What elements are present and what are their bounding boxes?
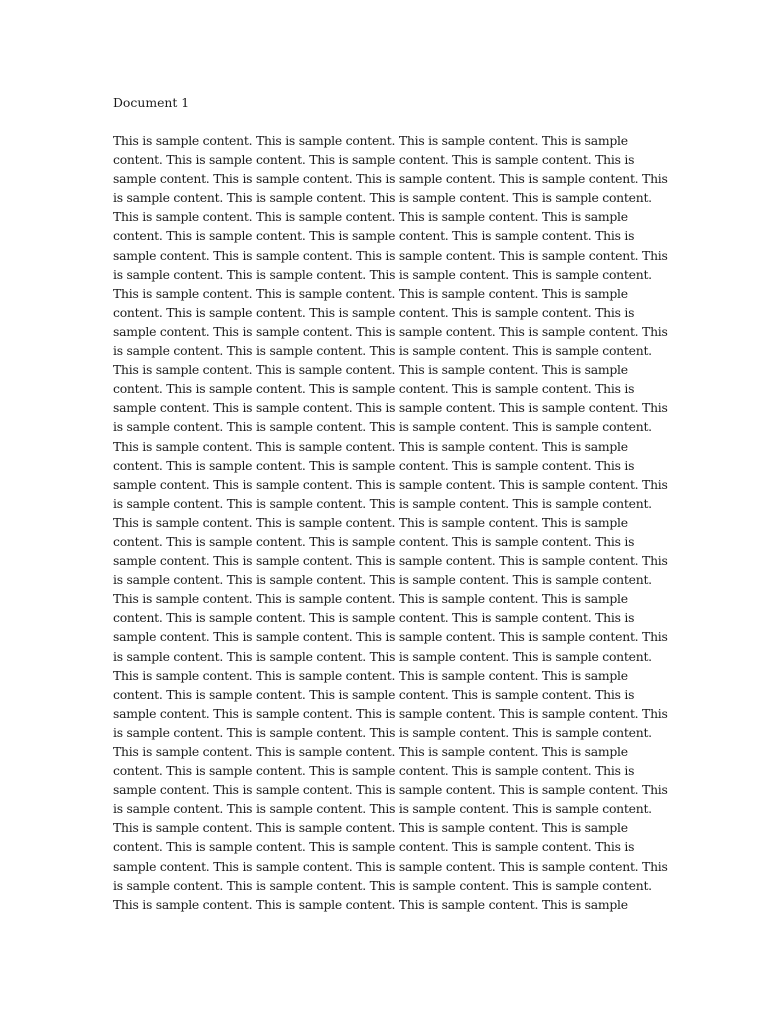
body-text-line: This is sample content. This is sample content. This is sample content. This is sample [113,820,628,836]
body-text-line: This is sample content. This is sample content. This is sample content. This is sample [113,667,628,683]
body-text-line: is sample content. This is sample content. This is sample content. This is sample content. [113,877,652,893]
body-text-line: sample content. This is sample content. This is sample content. This is sample content. This [113,858,668,874]
body-text-line: is sample content. This is sample content. This is sample content. This is sample content. [113,419,652,435]
body-text-line: sample content. This is sample content. This is sample content. This is sample content. This [113,553,668,569]
body-text-line: This is sample content. This is sample content. This is sample content. This is sample [113,896,628,912]
body-text-line: is sample content. This is sample content. This is sample content. This is sample content. [113,648,652,664]
body-text-line: content. This is sample content. This is sample content. This is sample content. This is [113,686,635,702]
body-text-line: is sample content. This is sample content. This is sample content. This is sample content. [113,190,652,206]
body-text-line: This is sample content. This is sample content. This is sample content. This is sample [113,744,628,759]
body-text-line: This is sample content. This is sample content. This is sample content. This is sample [113,591,628,607]
body-text-line: sample content. This is sample content. This is sample content. This is sample content. This [113,247,668,263]
body-text-line: content. This is sample content. This is sample content. This is sample content. This is [113,304,635,320]
body-text-line: is sample content. This is sample content. This is sample content. This is sample content. [113,724,652,740]
body-text-line: content. This is sample content. This is sample content. This is sample content. This is [113,381,635,397]
body-text-line: sample content. This is sample content. This is sample content. This is sample content. This [113,629,668,645]
body-text-line: content. This is sample content. This is sample content. This is sample content. This is [113,839,635,855]
body-text-line: is sample content. This is sample content. This is sample content. This is sample content. [113,495,652,511]
body-text-line: This is sample content. This is sample content. This is sample content. This is sample [113,514,628,530]
body-text-line: content. This is sample content. This is sample content. This is sample content. This is [113,457,635,473]
body-text-line: sample content. This is sample content. This is sample content. This is sample content. This [113,476,668,492]
body-text-line: is sample content. This is sample content. This is sample content. This is sample content. [113,343,652,359]
body-text-line: This is sample content. This is sample content. This is sample content. This is sample [113,209,628,225]
body-text-line: This is sample content. This is sample content. This is sample content. This is sample [113,285,628,301]
body-text-line: is sample content. This is sample content. This is sample content. This is sample content. [113,266,652,282]
body-text-line: content. This is sample content. This is sample content. This is sample content. This is [113,610,635,626]
body-text-line: content. This is sample content. This is sample content. This is sample content. This is [113,533,635,549]
body-text-line: This is sample content. This is sample content. This is sample content. This is sample [113,133,628,148]
body-text-line: content. This is sample content. This is sample content. This is sample content. This is [113,152,635,168]
body-text-line: sample content. This is sample content. This is sample content. This is sample content. This [113,782,668,798]
body-text-line: This is sample content. This is sample content. This is sample content. This is sample [113,438,628,454]
body-text-line: content. This is sample content. This is sample content. This is sample content. This is [113,763,635,779]
body-text-line: content. This is sample content. This is sample content. This is sample content. This is [113,228,635,244]
body-text-line: sample content. This is sample content. This is sample content. This is sample content. This [113,323,668,339]
body-text-line: is sample content. This is sample content. This is sample content. This is sample content. [113,801,652,817]
body-text-line: sample content. This is sample content. This is sample content. This is sample content. This [113,171,668,187]
body-text-line: sample content. This is sample content. This is sample content. This is sample content. This [113,705,668,721]
body-text-line: This is sample content. This is sample content. This is sample content. This is sample [113,362,628,378]
body-text-line: sample content. This is sample content. This is sample content. This is sample content. This [113,400,668,416]
document-title: Document 1 [113,95,190,110]
body-text-line: is sample content. This is sample content. This is sample content. This is sample content. [113,572,652,588]
document-body [113,131,673,914]
